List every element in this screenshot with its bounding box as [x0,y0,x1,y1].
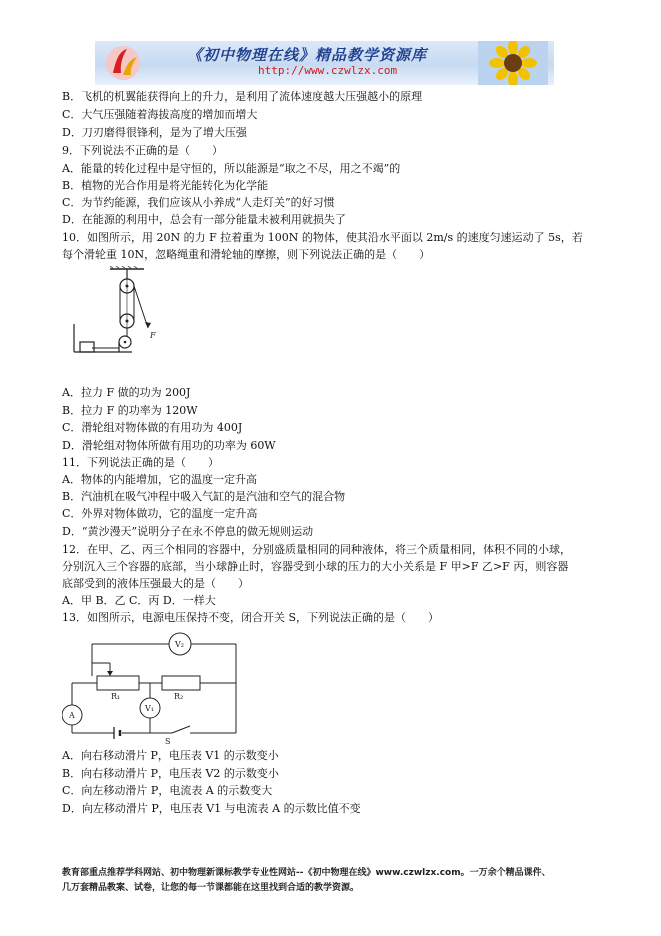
q12-options: A．甲 B．乙 C．丙 D．一样大 [62,594,216,607]
q9-option-c: C．为节约能源，我们应该从小养成“人走灯关”的好习惯 [62,196,335,209]
banner-url[interactable]: http://www.czwlzx.com [258,64,398,77]
q10-stem-line2: 每个滑轮重 10N，忽略绳重和滑轮轴的摩擦，则下列说法正确的是（ ） [62,248,431,261]
q9-option-a: A．能量的转化过程中是守恒的，所以能源是“取之不尽，用之不竭”的 [62,162,401,175]
q10-option-a: A．拉力 F 做的功为 200J [62,386,191,399]
q9-option-d: D．在能源的利用中，总会有一部分能量未被利用就损失了 [62,213,346,226]
q12-stem-line1: 12．在甲、乙、丙三个相同的容器中，分别盛质量相同的同种液体，将三个质量相同，体积不同的小球， [62,543,571,556]
q13-option-c: C．向左移动滑片 P，电流表 A 的示数变大 [62,784,273,797]
q12-stem-line3: 底部受到的液体压强最大的是（ ） [62,577,249,590]
q10-option-c: C．滑轮组对物体做的有用功为 400J [62,421,243,434]
q10-stem-line1: 10．如图所示，用 20N 的力 F 拉着重为 100N 的物体，使其沿水平面以 2m/s 的速度匀速运动了 5s，若 [62,231,583,244]
v2-label: V₂ [175,640,184,649]
q11-option-b: B．汽油机在吸气冲程中吸入气缸的是汽油和空气的混合物 [62,490,346,503]
v1-label: V₁ [145,704,154,713]
page-footer [62,866,602,896]
r2-label: R₂ [174,692,184,701]
r1-label: R₁ [111,692,121,701]
q10-option-b: B．拉力 F 的功率为 120W [62,404,198,417]
banner-title: 《初中物理在线》精品教学资源库 [187,46,428,64]
q13-option-d: D．向左移动滑片 P，电压表 V1 与电流表 A 的示数比值不变 [62,802,361,815]
slider-p-arrow-icon [107,671,113,676]
q13-stem: 13．如图所示，电源电压保持不变，闭合开关 S，下列说法正确的是（ ） [62,611,440,624]
q8-option-d: D．刀刃磨得很锋利，是为了增大压强 [62,126,247,139]
q13-option-a: A．向右移动滑片 P，电压表 V1 的示数变小 [62,749,279,762]
q8-option-b: B．飞机的机翼能获得向上的升力，是利用了流体速度越大压强越小的原理 [62,90,423,103]
footer-line-1: 教育部重点推荐学科网站、初中物理新课标教学专业性网站--《初中物理在线》www.czwlzx.com。一万余个精品课件、 [62,868,551,878]
q11-option-c: C．外界对物体做功，它的温度一定升高 [62,507,258,520]
circuit-diagram [62,630,247,745]
q13-option-b: B．向右移动滑片 P，电压表 V2 的示数变小 [62,767,279,780]
site-logo-icon [105,45,141,81]
q11-stem: 11．下列说法正确的是（ ） [62,456,219,469]
resistor-r1 [97,676,139,690]
switch-label: S [165,737,171,745]
footer-line-2: 几万套精品教案、试卷，让您的每一节课都能在这里找到合适的教学资源。 [62,883,360,893]
sunflower-icon [478,41,548,85]
q8-option-c: C．大气压强随着海拔高度的增加而增大 [62,108,258,121]
ammeter-label: A [69,711,75,720]
q10-option-d: D．滑轮组对物体所做有用功的功率为 60W [62,439,276,452]
force-label-f: F [150,331,156,340]
q9-stem: 9．下列说法不正确的是（ ） [62,144,223,157]
block-object [80,342,94,352]
q12-stem-line2: 分别沉入三个容器的底部，当小球静止时，容器受到小球的压力的大小关系是 F 甲>F 乙>F 丙，则容器 [62,560,569,573]
pulley-system-figure [72,266,162,376]
q11-option-a: A．物体的内能增加，它的温度一定升高 [62,473,257,486]
switch-s [172,726,190,733]
q9-option-b: B．植物的光合作用是将光能转化为化学能 [62,179,269,192]
q11-option-d: D．“黄沙漫天”说明分子在永不停息的做无规则运动 [62,525,314,538]
header-banner [95,41,554,85]
resistor-r2 [162,676,200,690]
